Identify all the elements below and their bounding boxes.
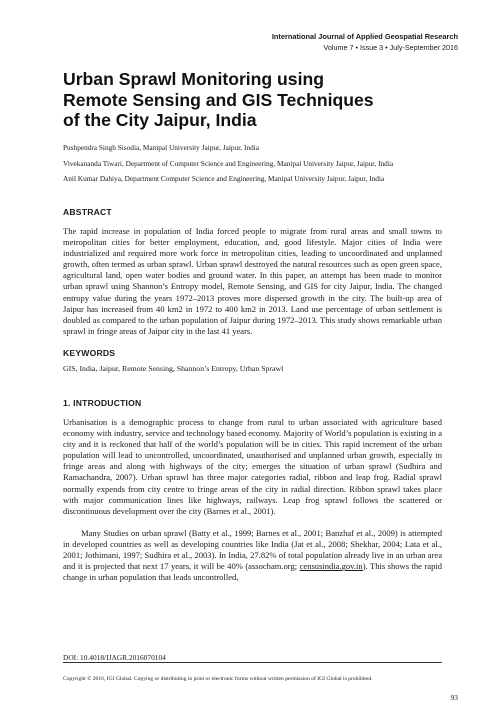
author-affiliation: Anil Kumar Dahiya, Department Computer Science and Engineering, Manipal University Jaipur, Jaipur, India	[63, 174, 385, 184]
footer-divider	[63, 662, 442, 663]
author-list	[63, 140, 463, 187]
introduction-paragraph: Urbanisation is a demographic process to change from rural to urban associated with agriculture based economy with industry, service and technology based economy. Majority of World’s population is existing in a city and it is reckoned that half of the world’s population will be in cities. This rapid increment of the urban population will lead to uncontrolled, uncoordinated, unauthorised and unplanned urban growth, especially in fringe areas and along with highways of the city; emerges the situation of urban sprawl (Sudhira and Ramachandra, 2007). Urban sprawl has three major categories radial, ribbon and leap frog. Radial sprawl normally expends from city centre to fringe areas of the city in radial direction. Ribbon sprawl takes place with major communication lines like highways, railways. Leap frog sprawl follows the scattered or discontinuous development over the city (Barnes et al., 2001).	[63, 417, 442, 516]
introduction-paragraph	[63, 528, 442, 583]
paragraph-text: ). This shows the rapid change in urban population that leads uncontrolled,	[63, 561, 442, 583]
census-link[interactable]: censusindia.gov.in	[299, 561, 363, 572]
abstract-heading: ABSTRACT	[63, 207, 112, 217]
doi: DOI: 10.4018/IJAGR.2016070104	[63, 653, 166, 662]
paper-title	[63, 69, 463, 131]
journal-name: International Journal of Applied Geospatial Research	[271, 32, 458, 41]
author-affiliation: Pushpendra Singh Sisodia, Manipal University Jaipur, Jaipur, India	[63, 143, 260, 152]
title-line: Urban Sprawl Monitoring using	[63, 69, 324, 89]
journal-header	[272, 31, 458, 53]
journal-volume: Volume 7 • Issue 3 • July-September 2016	[323, 43, 458, 52]
keywords-text: GIS, India, Jaipur, Remote Sensing, Shannon’s Entropy, Urban Sprawl	[63, 364, 284, 373]
title-line: of the City Jaipur, India	[63, 110, 257, 130]
copyright-notice: Copyright © 2016, IGI Global. Copying or distributing in print or electronic forms without written permission of IGI Global is prohibited.	[63, 676, 373, 682]
keywords-heading: KEYWORDS	[63, 348, 116, 358]
author-affiliation: Vivekananda Tiwari, Department of Computer Science and Engineering, Manipal University Jaipur, Jaipur, India	[63, 158, 394, 168]
page-number: 93	[450, 693, 458, 702]
title-line: Remote Sensing and GIS Techniques	[63, 89, 374, 110]
paragraph-text: Many Studies on urban sprawl (Batty et al., 1999; Barnes et al., 2001; Banzhaf et al., 2009) is attempted in developed countries as well as developing countries like India (Jat et al., 2008; Shekhar, 2004; Lata et al., 2001; Jothimani, 1997; Sudhira et al., 2003). In India, 27.82% of total population already live in an urban area and it is projected that next 17 years, it will be 40% (assocham.org;	[63, 528, 442, 572]
abstract-text: The rapid increase in population of India forced people to migrate from rural areas and small towns to metropolitan cities for better employment, education, and, good lifestyle. Major cities of India were industrialized and required more work force in metropolitan cities, leading to uncoordinated and unplanned growth, often termed as urban sprawl. Urban sprawl destroyed the natural resources such as open green space, agricultural land, open water bodies and ground water. In this paper, an attempt has been made to monitor urban sprawl using Shannon’s Entropy model, Remote Sensing, and GIS for city Jaipur, India. The changed entropy value during the years 1972–2013 proves more dispersed growth in the city. The built-up area of Jaipur has increased from 40 km2 in 1972 to 400 km2 in 2013. Land use percentage of urban settlement is doubled as compared to the urban population of Jaipur during 1972–2013. This study shows remarkable urban sprawl in fringe areas of Jaipur city in the last 41 years.	[63, 226, 442, 336]
introduction-heading: 1. INTRODUCTION	[63, 398, 142, 408]
